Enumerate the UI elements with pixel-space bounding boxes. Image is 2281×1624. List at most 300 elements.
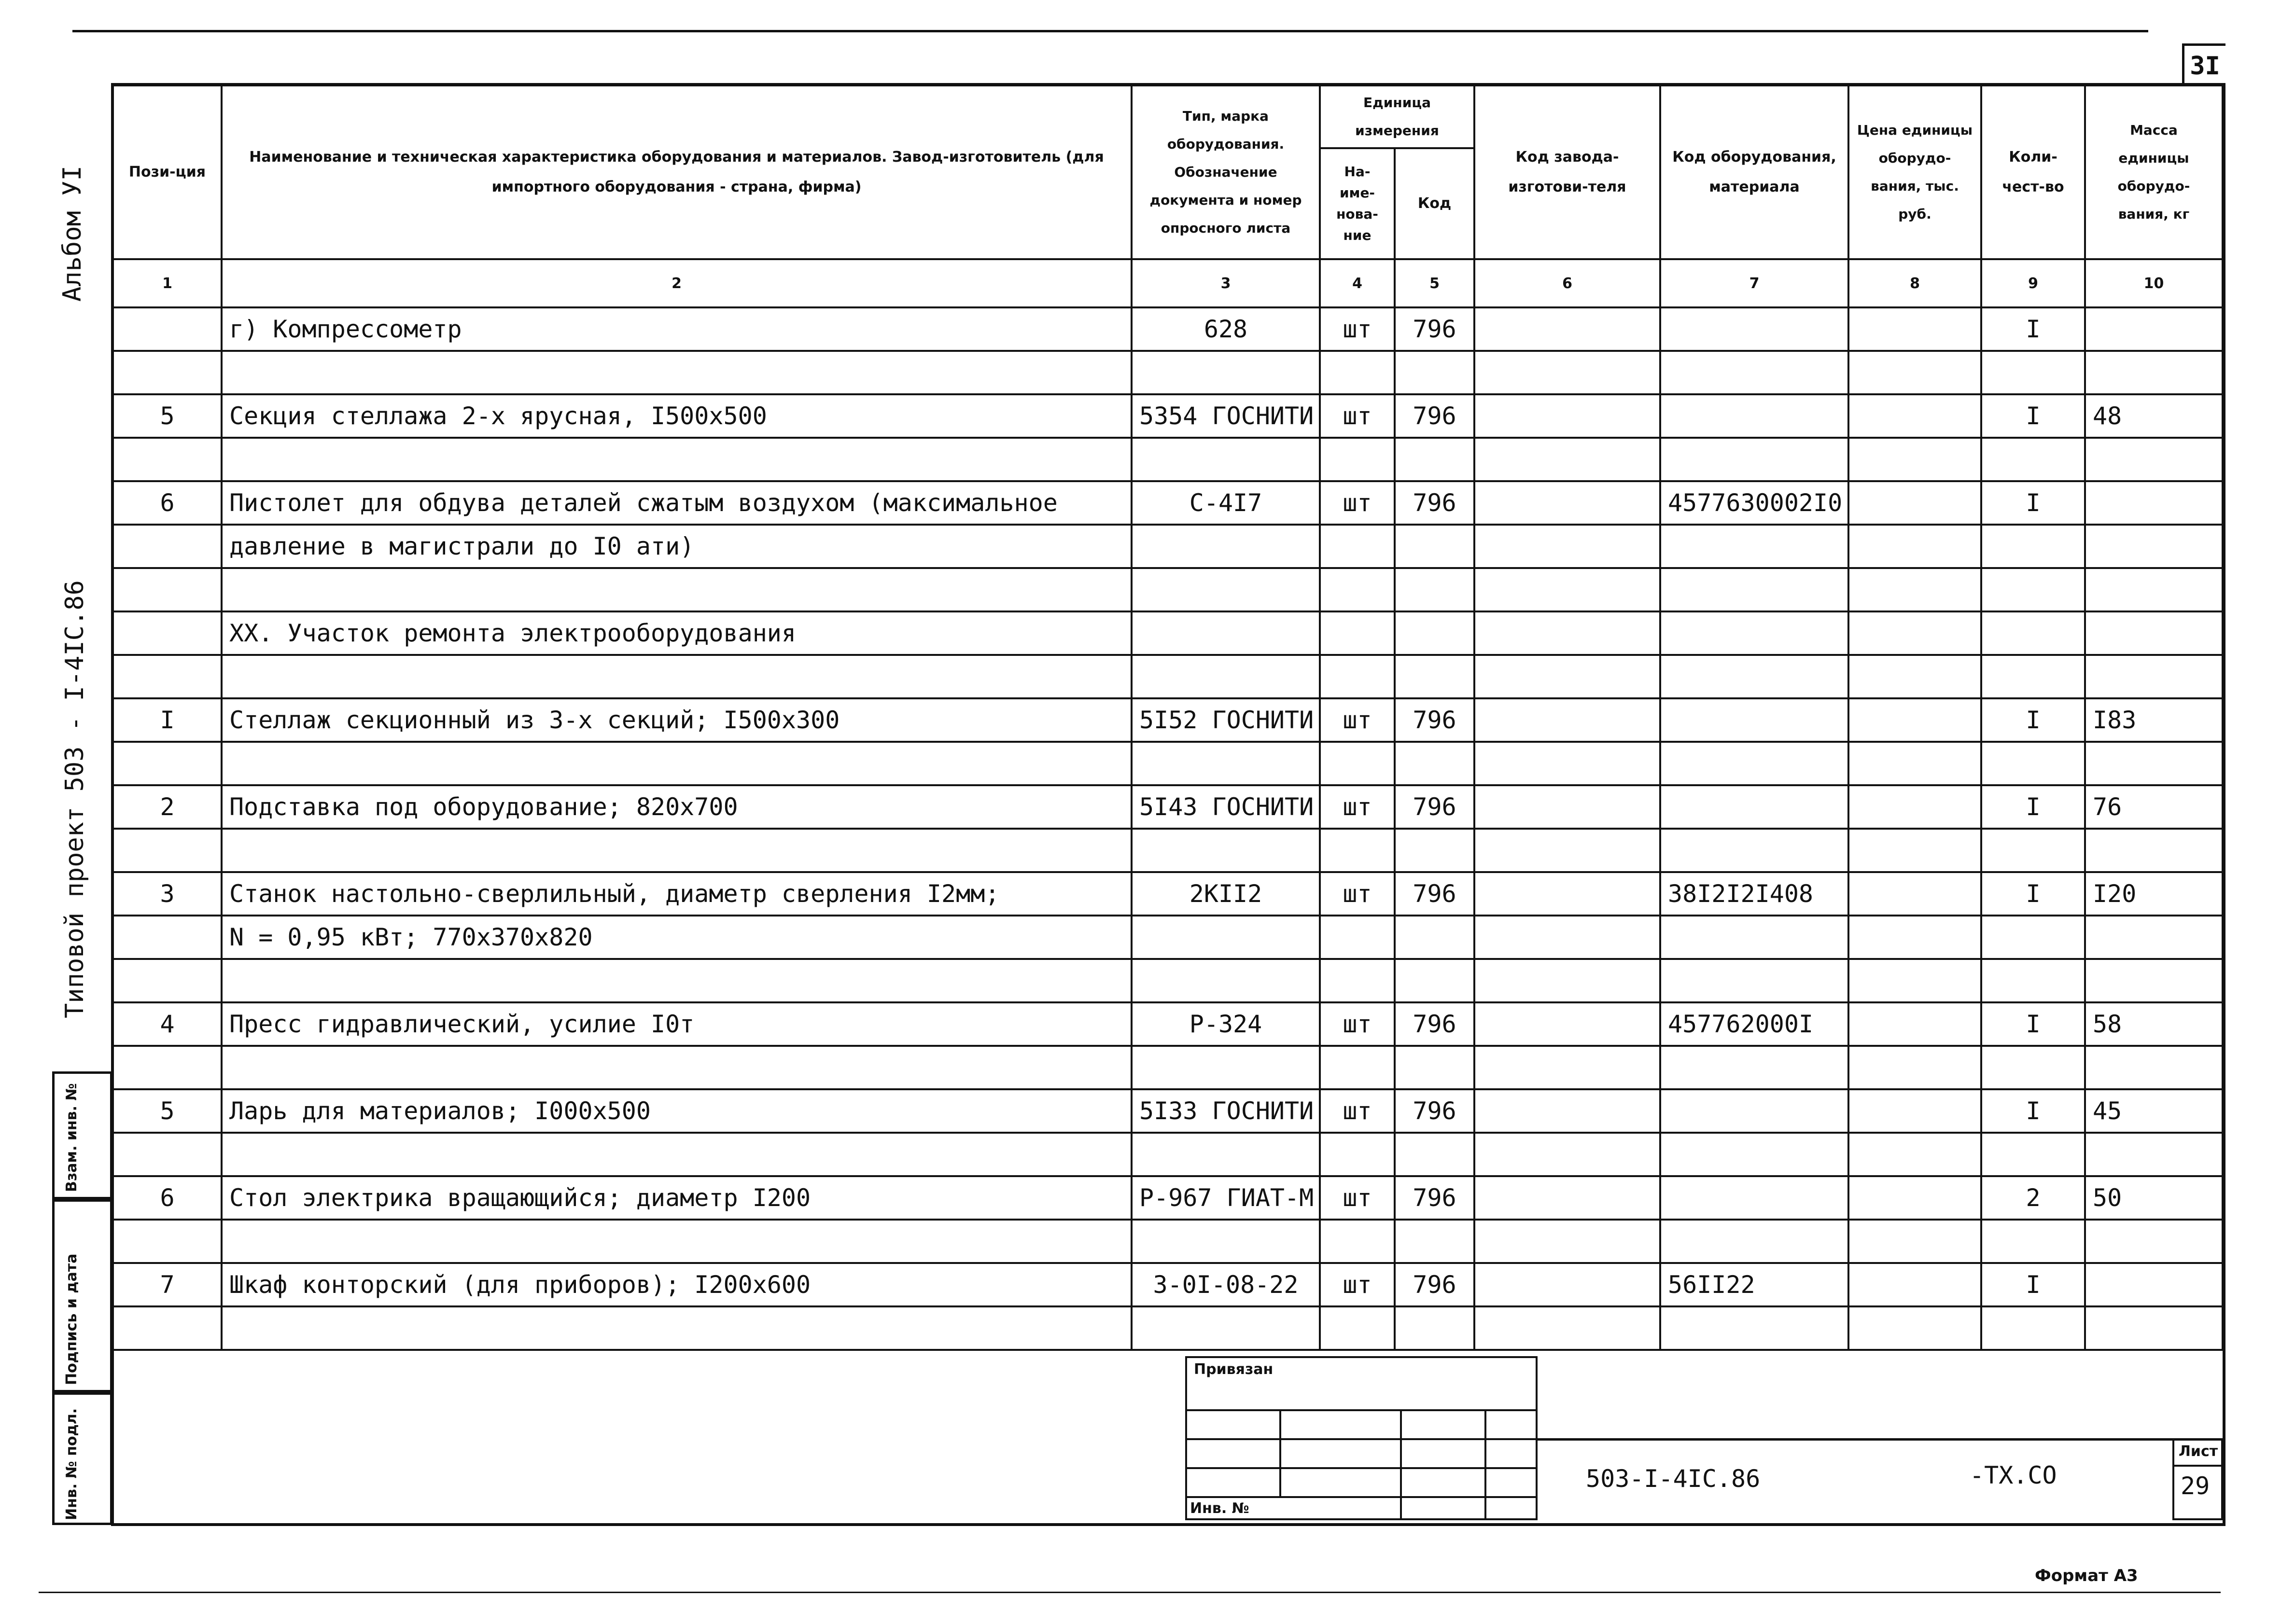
cell-equip bbox=[1660, 438, 1848, 481]
cell-pos: 6 bbox=[113, 1176, 222, 1220]
cell-type: 2КII2 bbox=[1132, 872, 1320, 916]
header-mass: Масса единицы оборудо-вания, кг bbox=[2085, 85, 2223, 259]
col-number: 4 bbox=[1320, 259, 1395, 307]
cell-qty bbox=[1981, 916, 2085, 959]
cell-price bbox=[1848, 1306, 1981, 1350]
cell-name bbox=[222, 1306, 1132, 1350]
cell-pos: 2 bbox=[113, 785, 222, 829]
cell-unit: шт bbox=[1320, 1263, 1395, 1306]
cell-factory bbox=[1474, 525, 1660, 568]
cell-type: 5I52 ГОСНИТИ bbox=[1132, 698, 1320, 742]
stamp-block bbox=[1185, 1356, 2223, 1520]
cell-pos bbox=[113, 829, 222, 872]
cell-factory bbox=[1474, 916, 1660, 959]
cell-mass bbox=[2085, 829, 2223, 872]
cell-pos: 5 bbox=[113, 1089, 222, 1133]
cell-unit bbox=[1320, 1133, 1395, 1176]
cell-mass bbox=[2085, 1263, 2223, 1306]
cell-pos bbox=[113, 568, 222, 611]
cell-equip bbox=[1660, 1133, 1848, 1176]
cell-price bbox=[1848, 959, 1981, 1002]
cell-unit bbox=[1320, 959, 1395, 1002]
table-row bbox=[113, 829, 2223, 872]
cell-factory bbox=[1474, 1133, 1660, 1176]
cell-factory bbox=[1474, 742, 1660, 785]
cell-code bbox=[1395, 916, 1474, 959]
cell-type: 3-0I-08-22 bbox=[1132, 1263, 1320, 1306]
cell-factory bbox=[1474, 1263, 1660, 1306]
cell-code bbox=[1395, 959, 1474, 1002]
cell-mass bbox=[2085, 742, 2223, 785]
cell-name bbox=[222, 568, 1132, 611]
cell-name: Стол электрика вращающийся; диаметр I200 bbox=[222, 1176, 1132, 1220]
cell-mass bbox=[2085, 655, 2223, 698]
cell-equip: 56II22 bbox=[1660, 1263, 1848, 1306]
cell-code bbox=[1395, 655, 1474, 698]
cell-unit bbox=[1320, 1220, 1395, 1263]
cell-equip bbox=[1660, 611, 1848, 655]
cell-factory bbox=[1474, 1306, 1660, 1350]
header-equipment-code: Код оборудования, материала bbox=[1660, 85, 1848, 259]
cell-pos: 5 bbox=[113, 394, 222, 438]
cell-type bbox=[1132, 742, 1320, 785]
cell-pos: 6 bbox=[113, 481, 222, 525]
cell-price bbox=[1848, 351, 1981, 394]
cell-code bbox=[1395, 742, 1474, 785]
cell-name: Стеллаж секционный из 3-х секций; I500x300 bbox=[222, 698, 1132, 742]
cell-factory bbox=[1474, 438, 1660, 481]
cell-mass bbox=[2085, 307, 2223, 351]
table-body bbox=[113, 307, 2223, 1350]
cell-mass bbox=[2085, 916, 2223, 959]
header-unit-code: Код bbox=[1395, 148, 1474, 259]
cell-equip bbox=[1660, 394, 1848, 438]
cell-equip bbox=[1660, 1046, 1848, 1089]
cell-unit bbox=[1320, 742, 1395, 785]
cell-mass bbox=[2085, 1220, 2223, 1263]
cell-factory bbox=[1474, 611, 1660, 655]
cell-qty bbox=[1981, 1046, 2085, 1089]
cell-type bbox=[1132, 959, 1320, 1002]
cell-factory bbox=[1474, 1002, 1660, 1046]
cell-factory bbox=[1474, 1046, 1660, 1089]
cell-qty bbox=[1981, 742, 2085, 785]
cell-qty bbox=[1981, 611, 2085, 655]
cell-type: Р-967 ГИАТ-М bbox=[1132, 1176, 1320, 1220]
table-row bbox=[113, 1133, 2223, 1176]
table-row bbox=[113, 307, 2223, 351]
cell-equip bbox=[1660, 916, 1848, 959]
cell-price bbox=[1848, 307, 1981, 351]
cell-type bbox=[1132, 1220, 1320, 1263]
cell-equip bbox=[1660, 307, 1848, 351]
cell-code: 796 bbox=[1395, 1176, 1474, 1220]
cell-mass bbox=[2085, 481, 2223, 525]
cell-qty bbox=[1981, 959, 2085, 1002]
cell-name bbox=[222, 959, 1132, 1002]
page-number-box bbox=[2182, 43, 2225, 86]
stamp-inv-label: Инв. № bbox=[1190, 1500, 1249, 1517]
specification-table bbox=[112, 84, 2224, 1351]
table-row bbox=[113, 568, 2223, 611]
cell-pos bbox=[113, 655, 222, 698]
cell-factory bbox=[1474, 351, 1660, 394]
cell-equip bbox=[1660, 698, 1848, 742]
cell-equip bbox=[1660, 1176, 1848, 1220]
cell-unit: шт bbox=[1320, 698, 1395, 742]
cell-factory bbox=[1474, 872, 1660, 916]
col-number: 6 bbox=[1474, 259, 1660, 307]
cell-mass bbox=[2085, 1306, 2223, 1350]
project-label: Типовой проект 503 - I-4IC.86 bbox=[60, 580, 89, 1018]
col-number: 2 bbox=[222, 259, 1132, 307]
col-number: 8 bbox=[1848, 259, 1981, 307]
cell-qty bbox=[1981, 1133, 2085, 1176]
cell-name bbox=[222, 742, 1132, 785]
cell-code bbox=[1395, 525, 1474, 568]
cell-factory bbox=[1474, 698, 1660, 742]
cell-price bbox=[1848, 438, 1981, 481]
doc-suffix: -TX.CO bbox=[1970, 1461, 2057, 1489]
cell-price bbox=[1848, 481, 1981, 525]
bottom-line bbox=[39, 1592, 2221, 1593]
cell-code: 796 bbox=[1395, 481, 1474, 525]
cell-name: N = 0,95 кВт; 770x370x820 bbox=[222, 916, 1132, 959]
cell-factory bbox=[1474, 959, 1660, 1002]
cell-qty bbox=[1981, 438, 2085, 481]
cell-mass: 45 bbox=[2085, 1089, 2223, 1133]
cell-name: г) Компрессометр bbox=[222, 307, 1132, 351]
table-row bbox=[113, 1263, 2223, 1306]
col-number: 7 bbox=[1660, 259, 1848, 307]
cell-type bbox=[1132, 1133, 1320, 1176]
table-row bbox=[113, 742, 2223, 785]
doc-code: 503-I-4IC.86 bbox=[1586, 1465, 1761, 1493]
cell-qty: 2 bbox=[1981, 1176, 2085, 1220]
cell-factory bbox=[1474, 829, 1660, 872]
cell-mass bbox=[2085, 611, 2223, 655]
cell-unit bbox=[1320, 916, 1395, 959]
cell-name bbox=[222, 1046, 1132, 1089]
cell-factory bbox=[1474, 1089, 1660, 1133]
cell-qty bbox=[1981, 655, 2085, 698]
cell-price bbox=[1848, 698, 1981, 742]
cell-qty bbox=[1981, 525, 2085, 568]
cell-code: 796 bbox=[1395, 1002, 1474, 1046]
cell-mass bbox=[2085, 1046, 2223, 1089]
cell-type bbox=[1132, 655, 1320, 698]
cell-mass: 58 bbox=[2085, 1002, 2223, 1046]
album-label: Альбом УI bbox=[58, 166, 87, 302]
col-number: 1 bbox=[113, 259, 222, 307]
header-row-1 bbox=[113, 85, 2223, 148]
header-name: Наименование и техническая характеристика оборудования и материалов. Завод-изготовитель (для импортного оборудования - страна, фирма) bbox=[222, 85, 1132, 259]
table-row bbox=[113, 1046, 2223, 1089]
cell-price bbox=[1848, 611, 1981, 655]
cell-qty bbox=[1981, 829, 2085, 872]
cell-pos bbox=[113, 1133, 222, 1176]
cell-name: давление в магистрали до I0 ати) bbox=[222, 525, 1132, 568]
cell-equip bbox=[1660, 742, 1848, 785]
cell-name: Пресс гидравлический, усилие I0т bbox=[222, 1002, 1132, 1046]
cell-qty bbox=[1981, 1306, 2085, 1350]
cell-name: Подставка под оборудование; 820x700 bbox=[222, 785, 1132, 829]
page-number: 3I bbox=[2190, 52, 2220, 81]
cell-mass: 48 bbox=[2085, 394, 2223, 438]
table-row bbox=[113, 525, 2223, 568]
cell-price bbox=[1848, 829, 1981, 872]
side-box-inv: Инв. № подл. bbox=[52, 1392, 112, 1525]
table-row bbox=[113, 1089, 2223, 1133]
cell-unit: шт bbox=[1320, 481, 1395, 525]
cell-qty: I bbox=[1981, 481, 2085, 525]
cell-code: 796 bbox=[1395, 394, 1474, 438]
cell-equip bbox=[1660, 1220, 1848, 1263]
table-row bbox=[113, 438, 2223, 481]
cell-name: Станок настольно-сверлильный, диаметр сверления I2мм; bbox=[222, 872, 1132, 916]
cell-name: Шкаф конторский (для приборов); I200x600 bbox=[222, 1263, 1132, 1306]
cell-code bbox=[1395, 1133, 1474, 1176]
cell-name bbox=[222, 351, 1132, 394]
header-price: Цена единицы оборудо-вания, тыс. руб. bbox=[1848, 85, 1981, 259]
cell-code bbox=[1395, 1220, 1474, 1263]
cell-price bbox=[1848, 1133, 1981, 1176]
cell-qty: I bbox=[1981, 1002, 2085, 1046]
col-number: 5 bbox=[1395, 259, 1474, 307]
cell-type bbox=[1132, 916, 1320, 959]
cell-code: 796 bbox=[1395, 1089, 1474, 1133]
cell-unit bbox=[1320, 655, 1395, 698]
cell-pos: 4 bbox=[113, 1002, 222, 1046]
table-row bbox=[113, 1002, 2223, 1046]
cell-qty: I bbox=[1981, 1263, 2085, 1306]
cell-code: 796 bbox=[1395, 1263, 1474, 1306]
cell-type: 628 bbox=[1132, 307, 1320, 351]
cell-qty bbox=[1981, 568, 2085, 611]
column-number-row bbox=[113, 259, 2223, 307]
cell-unit: шт bbox=[1320, 394, 1395, 438]
cell-equip bbox=[1660, 1306, 1848, 1350]
cell-equip bbox=[1660, 351, 1848, 394]
col-number: 9 bbox=[1981, 259, 2085, 307]
cell-qty: I bbox=[1981, 394, 2085, 438]
header-type: Тип, марка оборудования. Обозначение документа и номер опросного листа bbox=[1132, 85, 1320, 259]
cell-equip bbox=[1660, 525, 1848, 568]
cell-pos bbox=[113, 916, 222, 959]
cell-mass bbox=[2085, 351, 2223, 394]
table-row bbox=[113, 611, 2223, 655]
cell-mass bbox=[2085, 1133, 2223, 1176]
cell-mass bbox=[2085, 438, 2223, 481]
cell-pos bbox=[113, 438, 222, 481]
cell-code: 796 bbox=[1395, 307, 1474, 351]
cell-qty bbox=[1981, 1220, 2085, 1263]
header-unit-name: На-име-нова-ние bbox=[1320, 148, 1395, 259]
table-row bbox=[113, 655, 2223, 698]
cell-name: XX. Участок ремонта электрооборудования bbox=[222, 611, 1132, 655]
cell-equip bbox=[1660, 959, 1848, 1002]
cell-qty: I bbox=[1981, 698, 2085, 742]
cell-unit: шт bbox=[1320, 307, 1395, 351]
cell-unit: шт bbox=[1320, 1089, 1395, 1133]
cell-mass bbox=[2085, 568, 2223, 611]
cell-factory bbox=[1474, 655, 1660, 698]
cell-equip bbox=[1660, 785, 1848, 829]
cell-factory bbox=[1474, 481, 1660, 525]
cell-price bbox=[1848, 568, 1981, 611]
table-row bbox=[113, 959, 2223, 1002]
cell-qty bbox=[1981, 351, 2085, 394]
cell-equip bbox=[1660, 568, 1848, 611]
col-number: 10 bbox=[2085, 259, 2223, 307]
cell-price bbox=[1848, 785, 1981, 829]
top-border-line bbox=[72, 30, 2148, 32]
cell-type bbox=[1132, 611, 1320, 655]
cell-code bbox=[1395, 351, 1474, 394]
cell-price bbox=[1848, 394, 1981, 438]
cell-mass bbox=[2085, 525, 2223, 568]
table-row bbox=[113, 872, 2223, 916]
table-row bbox=[113, 1220, 2223, 1263]
cell-price bbox=[1848, 655, 1981, 698]
table-row bbox=[113, 1306, 2223, 1350]
cell-name: Пистолет для обдува деталей сжатым воздухом (максимальное bbox=[222, 481, 1132, 525]
cell-pos bbox=[113, 1220, 222, 1263]
cell-name bbox=[222, 655, 1132, 698]
cell-code bbox=[1395, 1306, 1474, 1350]
cell-pos bbox=[113, 1046, 222, 1089]
cell-equip: 457762000I bbox=[1660, 1002, 1848, 1046]
cell-price bbox=[1848, 872, 1981, 916]
cell-pos bbox=[113, 525, 222, 568]
cell-unit bbox=[1320, 351, 1395, 394]
cell-qty: I bbox=[1981, 307, 2085, 351]
cell-unit bbox=[1320, 438, 1395, 481]
table-row bbox=[113, 785, 2223, 829]
cell-factory bbox=[1474, 307, 1660, 351]
cell-mass: I83 bbox=[2085, 698, 2223, 742]
cell-unit bbox=[1320, 1306, 1395, 1350]
cell-type bbox=[1132, 438, 1320, 481]
header-quantity: Коли-чест-во bbox=[1981, 85, 2085, 259]
cell-pos bbox=[113, 1306, 222, 1350]
cell-price bbox=[1848, 916, 1981, 959]
table-row bbox=[113, 916, 2223, 959]
cell-qty: I bbox=[1981, 872, 2085, 916]
col-number: 3 bbox=[1132, 259, 1320, 307]
cell-type: 5354 ГОСНИТИ bbox=[1132, 394, 1320, 438]
cell-code bbox=[1395, 568, 1474, 611]
side-box-podpis: Подпись и дата bbox=[52, 1199, 112, 1392]
header-factory-code: Код завода-изготови-теля bbox=[1474, 85, 1660, 259]
cell-pos bbox=[113, 611, 222, 655]
cell-pos bbox=[113, 307, 222, 351]
cell-name bbox=[222, 438, 1132, 481]
table-row bbox=[113, 351, 2223, 394]
cell-factory bbox=[1474, 785, 1660, 829]
cell-type bbox=[1132, 525, 1320, 568]
cell-price bbox=[1848, 742, 1981, 785]
cell-code bbox=[1395, 1046, 1474, 1089]
format-label: Формат А3 bbox=[2035, 1566, 2138, 1585]
cell-unit: шт bbox=[1320, 1002, 1395, 1046]
cell-equip: 4577630002I0 bbox=[1660, 481, 1848, 525]
cell-mass: 50 bbox=[2085, 1176, 2223, 1220]
cell-name bbox=[222, 1220, 1132, 1263]
cell-factory bbox=[1474, 1176, 1660, 1220]
sheet-number: 29 bbox=[2181, 1472, 2210, 1500]
cell-unit: шт bbox=[1320, 1176, 1395, 1220]
cell-pos: 7 bbox=[113, 1263, 222, 1306]
cell-factory bbox=[1474, 1220, 1660, 1263]
cell-name: Секция стеллажа 2-х ярусная, I500x500 bbox=[222, 394, 1132, 438]
cell-equip bbox=[1660, 1089, 1848, 1133]
cell-price bbox=[1848, 1002, 1981, 1046]
cell-code bbox=[1395, 829, 1474, 872]
sheet-label: Лист bbox=[2179, 1443, 2218, 1460]
cell-factory bbox=[1474, 568, 1660, 611]
table-row bbox=[113, 1176, 2223, 1220]
cell-factory bbox=[1474, 394, 1660, 438]
header-position: Пози-ция bbox=[113, 85, 222, 259]
cell-type bbox=[1132, 1306, 1320, 1350]
cell-unit bbox=[1320, 1046, 1395, 1089]
cell-type bbox=[1132, 351, 1320, 394]
cell-code bbox=[1395, 611, 1474, 655]
cell-code bbox=[1395, 438, 1474, 481]
cell-equip bbox=[1660, 655, 1848, 698]
cell-name bbox=[222, 829, 1132, 872]
cell-pos bbox=[113, 742, 222, 785]
cell-unit: шт bbox=[1320, 872, 1395, 916]
cell-qty: I bbox=[1981, 1089, 2085, 1133]
cell-type: Р-324 bbox=[1132, 1002, 1320, 1046]
table-row bbox=[113, 481, 2223, 525]
cell-equip: 38I2I2I408 bbox=[1660, 872, 1848, 916]
cell-price bbox=[1848, 1046, 1981, 1089]
table-row bbox=[113, 698, 2223, 742]
cell-price bbox=[1848, 1220, 1981, 1263]
cell-type bbox=[1132, 568, 1320, 611]
cell-qty: I bbox=[1981, 785, 2085, 829]
cell-price bbox=[1848, 1089, 1981, 1133]
cell-mass: I20 bbox=[2085, 872, 2223, 916]
cell-code: 796 bbox=[1395, 785, 1474, 829]
cell-unit: шт bbox=[1320, 785, 1395, 829]
cell-mass bbox=[2085, 959, 2223, 1002]
cell-price bbox=[1848, 1263, 1981, 1306]
cell-name bbox=[222, 1133, 1132, 1176]
cell-equip bbox=[1660, 829, 1848, 872]
cell-name: Ларь для материалов; I000x500 bbox=[222, 1089, 1132, 1133]
cell-type bbox=[1132, 829, 1320, 872]
cell-unit bbox=[1320, 611, 1395, 655]
cell-pos bbox=[113, 959, 222, 1002]
cell-type: 5I33 ГОСНИТИ bbox=[1132, 1089, 1320, 1133]
cell-type: 5I43 ГОСНИТИ bbox=[1132, 785, 1320, 829]
side-box-vzam: Взам. инв. № bbox=[52, 1071, 112, 1199]
cell-type: С-4I7 bbox=[1132, 481, 1320, 525]
cell-unit bbox=[1320, 568, 1395, 611]
cell-mass: 76 bbox=[2085, 785, 2223, 829]
cell-type bbox=[1132, 1046, 1320, 1089]
cell-unit bbox=[1320, 829, 1395, 872]
cell-price bbox=[1848, 525, 1981, 568]
cell-pos: I bbox=[113, 698, 222, 742]
cell-pos: 3 bbox=[113, 872, 222, 916]
cell-code: 796 bbox=[1395, 872, 1474, 916]
cell-pos bbox=[113, 351, 222, 394]
